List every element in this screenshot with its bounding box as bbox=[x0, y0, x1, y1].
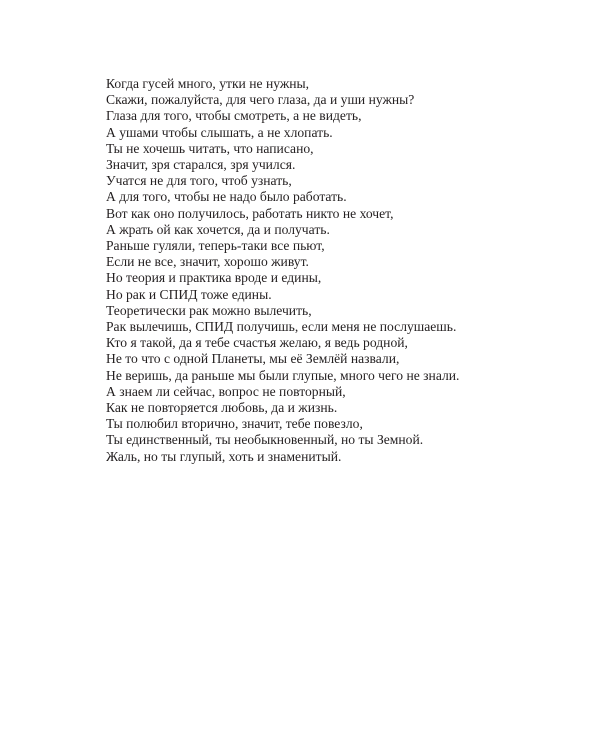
poem-line: Скажи, пожалуйста, для чего глаза, да и уши нужны? bbox=[106, 92, 415, 108]
poem-line: А знаем ли сейчас, вопрос не повторный, bbox=[106, 383, 346, 399]
poem-line: Если не все, значит, хорошо живут. bbox=[106, 254, 309, 270]
poem-line: Вот как оно получилось, работать никто не хочет, bbox=[106, 205, 394, 221]
poem-line: Не то что с одной Планеты, мы её Землёй назвали, bbox=[106, 351, 400, 367]
poem-line: Ты не хочешь читать, что написано, bbox=[106, 140, 314, 156]
poem-line: Не веришь, да раньше мы были глупые, много чего не знали. bbox=[106, 367, 460, 383]
poem-line: Кто я такой, да я тебе счастья желаю, я ведь родной, bbox=[106, 335, 408, 351]
poem-line: Учатся не для того, чтоб узнать, bbox=[106, 173, 292, 189]
poem-line: Глаза для того, чтобы смотреть, а не видеть, bbox=[106, 108, 362, 124]
poem-line: Ты единственный, ты необыкновенный, но ты Земной. bbox=[106, 432, 424, 448]
poem-line: А жрать ой как хочется, да и получать. bbox=[106, 221, 330, 237]
poem-line: Рак вылечишь, СПИД получишь, если меня не послушаешь. bbox=[106, 319, 457, 335]
poem-line: Жаль, но ты глупый, хоть и знаменитый. bbox=[106, 448, 342, 464]
poem-text bbox=[106, 76, 576, 465]
poem-line: Ты полюбил вторично, значит, тебе повезло, bbox=[106, 416, 363, 432]
poem-line: Раньше гуляли, теперь-таки все пьют, bbox=[106, 238, 325, 254]
poem-line: Как не повторяется любовь, да и жизнь. bbox=[106, 400, 338, 416]
poem-line: Значит, зря старался, зря учился. bbox=[106, 157, 296, 173]
poem-line: А ушами чтобы слышать, а не хлопать. bbox=[106, 124, 333, 140]
poem-line: Теоретически рак можно вылечить, bbox=[106, 302, 312, 318]
poem-line: Когда гусей много, утки не нужны, bbox=[106, 76, 310, 91]
poem-line: Но рак и СПИД тоже едины. bbox=[106, 286, 272, 302]
poem-line: Но теория и практика вроде и едины, bbox=[106, 270, 322, 286]
poem-line: А для того, чтобы не надо было работать. bbox=[106, 189, 347, 205]
